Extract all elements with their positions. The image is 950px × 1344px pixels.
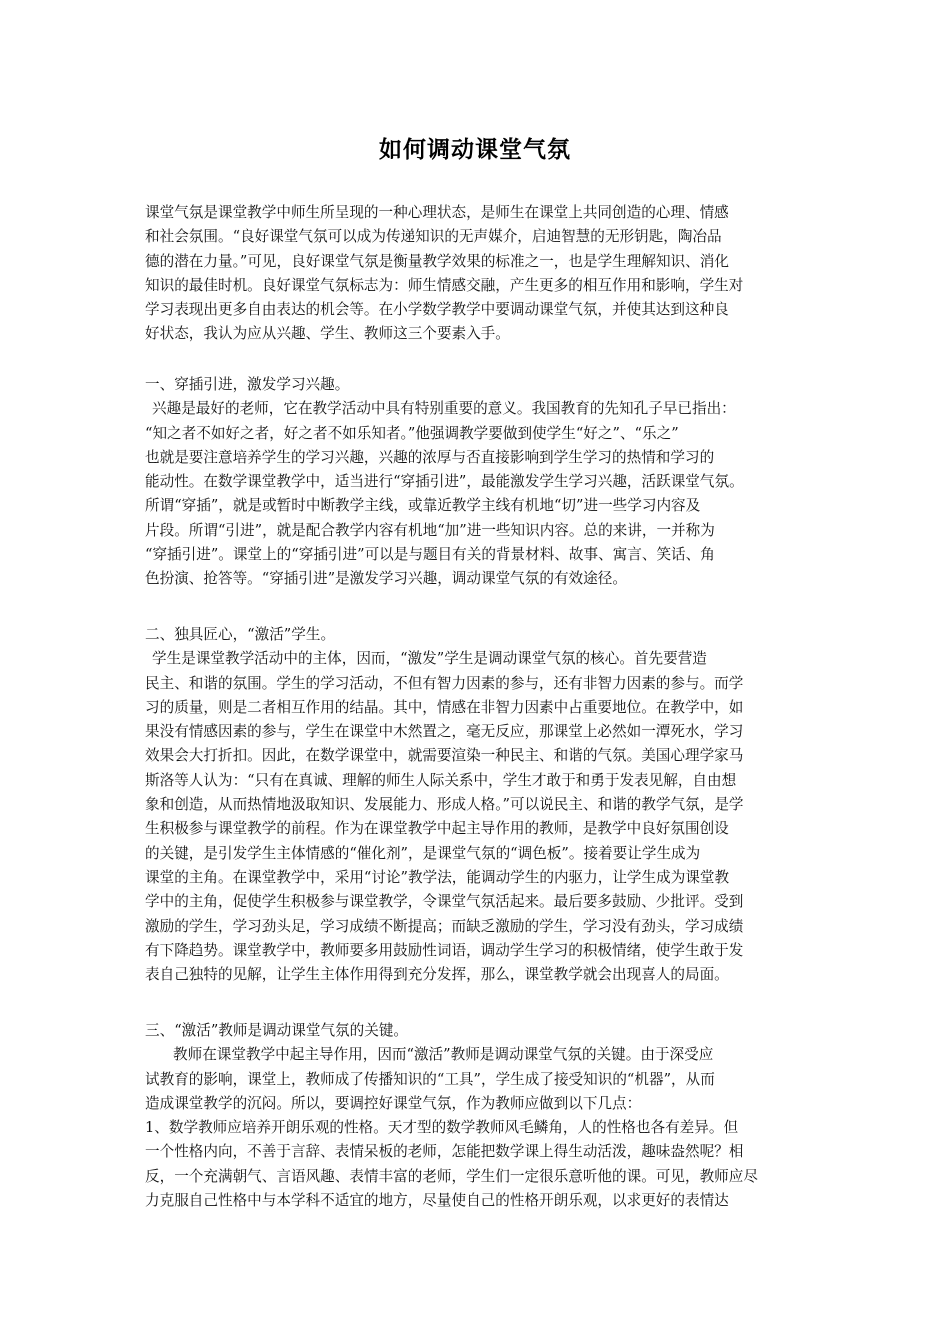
- text-line: 生积极参与课堂教学的前程。作为在课堂教学中起主导作用的教师，是教学中良好氛围创设: [145, 820, 729, 838]
- section-1: [145, 373, 815, 592]
- text-line: 德的潜在力量。”可见，良好课堂气氛是衡量教学效果的标准之一，也是学生理解知识、消化: [145, 252, 729, 270]
- text-line: 斯洛等人认为：“只有在真诚、理解的师生人际关系中，学生才敢于和勇于发表见解，自由想: [145, 771, 737, 789]
- text-line: 教师在课堂教学中起主导作用，因而“激活”教师是调动课堂气氛的关键。由于深受应: [173, 1046, 714, 1064]
- section-heading: 三、“激活”教师是调动课堂气氛的关键。: [145, 1022, 409, 1039]
- text-line: 反，一个充满朝气、言语风趣、表情丰富的老师，学生们一定很乐意听他的课。可见，教师应尽: [145, 1167, 758, 1185]
- section-3: [145, 1019, 815, 1213]
- text-line: 力克服自己性格中与本学科不适宜的地方，尽量使自己的性格开朗乐观，以求更好的表情达: [145, 1192, 729, 1210]
- text-line: 色扮演、抢答等。“穿插引进”是激发学习兴趣，调动课堂气氛的有效途径。: [145, 570, 627, 588]
- text-line: 表自己独特的见解，让学生主体作用得到充分发挥，那么，课堂教学就会出现喜人的局面。: [145, 966, 729, 984]
- text-line: 学生是课堂教学活动中的主体，因而，“激发”学生是调动课堂气氛的核心。首先要营造: [152, 650, 707, 668]
- text-line: 象和创造，从而热情地汲取知识、发展能力、形成人格。”可以说民主、和谐的教学气氛，是学: [145, 796, 744, 814]
- text-line: 1、数学教师应培养开朗乐观的性格。天才型的数学教师风毛鳞角，人的性格也各有差异。但: [145, 1119, 739, 1137]
- text-line: 有下降趋势。课堂教学中，教师要多用鼓励性词语，调动学生学习的积极情绪，使学生敢于发: [145, 941, 744, 959]
- text-line: 民主、和谐的氛围。学生的学习活动，不但有智力因素的参与，还有非智力因素的参与。而学: [145, 674, 744, 692]
- text-line: 和社会氛围。“良好课堂气氛可以成为传递知识的无声媒介，启迪智慧的无形钥匙，陶冶品: [145, 228, 722, 246]
- text-line: 一个性格内向，不善于言辞、表情呆板的老师，怎能把数学课上得生动活泼，趣味盎然呢？相: [145, 1143, 744, 1161]
- text-line: 知识的最佳时机。良好课堂气氛标志为：师生情感交融，产生更多的相互作用和影响，学生对: [145, 276, 744, 294]
- page-title: 如何调动课堂气氛: [379, 136, 571, 163]
- text-line: “穿插引进”。课堂上的“穿插引进”可以是与题目有关的背景材料、故事、寓言、笑话、角: [145, 546, 715, 564]
- section-heading: 二、独具匠心，“激活”学生。: [145, 626, 336, 643]
- text-line: 好状态，我认为应从兴趣、学生、教师这三个要素入手。: [145, 325, 510, 343]
- text-line: 课堂气氛是课堂教学中师生所呈现的一种心理状态，是师生在课堂上共同创造的心理、情感: [145, 204, 729, 221]
- text-line: 造成课堂教学的沉闷。所以，要调控好课堂气氛，作为教师应做到以下几点：: [145, 1094, 642, 1112]
- text-line: 能动性。在数学课堂教学中，适当进行“穿插引进”，最能激发学生学习兴趣，活跃课堂气氛。: [145, 473, 744, 491]
- text-line: 兴趣是最好的老师，它在教学活动中具有特别重要的意义。我国教育的先知孔子早已指出：: [152, 400, 736, 418]
- text-line: 片段。所谓“引进”，就是配合教学内容有机地“加”进一些知识内容。总的来讲，一并称为: [145, 521, 715, 539]
- text-line: 学习表现出更多自由表达的机会等。在小学数学教学中要调动课堂气氛，并使其达到这种良: [145, 301, 729, 319]
- text-line: 果没有情感因素的参与，学生在课堂中木然置之，毫无反应，那课堂上必然如一潭死水，学习: [145, 723, 744, 741]
- section-heading: 一、穿插引进，激发学习兴趣。: [145, 376, 350, 393]
- text-line: 也就是要注意培养学生的学习兴趣，兴趣的浓厚与否直接影响到学生学习的热情和学习的: [145, 448, 715, 466]
- text-line: “知之者不如好之者，好之者不如乐知者。”他强调教学要做到使学生“好之”、“乐之”: [145, 424, 679, 442]
- text-line: 课堂的主角。在课堂教学中，采用“讨论”教学法，能调动学生的内驱力，让学生成为课堂教: [145, 868, 730, 886]
- text-line: 的关键，是引发学生主体情感的“催化剂”，是课堂气氛的“调色板”。接着要让学生成为: [145, 844, 701, 862]
- text-line: 激励的学生，学习劲头足，学习成绩不断提高；而缺乏激励的学生，学习没有劲头，学习成绩: [145, 917, 744, 935]
- text-line: 学中的主角，促使学生积极参与课堂教学，令课堂气氛活起来。最后要多鼓励、少批评。受到: [145, 893, 744, 911]
- text-line: 试教育的影响，课堂上，教师成了传播知识的“工具”，学生成了接受知识的“机器”，从而: [145, 1070, 715, 1088]
- intro-paragraph: [145, 201, 815, 347]
- text-line: 习的质量，则是二者相互作用的结晶。其中，情感在非智力因素中占重要地位。在教学中，如: [145, 698, 744, 716]
- text-line: 所谓“穿插”，就是或暂时中断教学主线，或靠近教学主线有机地“切”进一些学习内容及: [145, 497, 701, 515]
- text-line: 效果会大打折扣。因此，在数学课堂中，就需要渲染一种民主、和谐的气氛。美国心理学家马: [145, 747, 744, 765]
- section-2: [145, 623, 815, 987]
